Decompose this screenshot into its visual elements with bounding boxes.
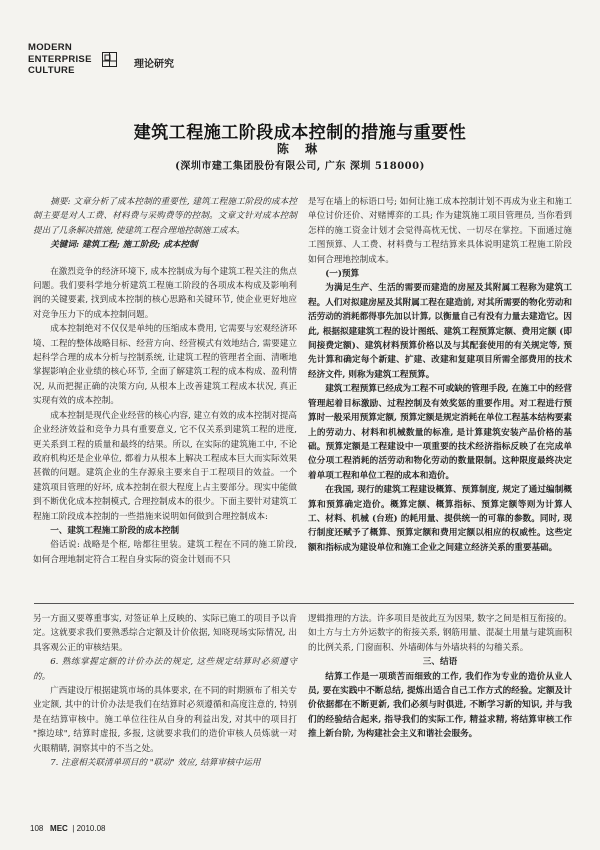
bottom-left-paragraph-1: 另一方面又要尊重事实, 对签证单上反映的、实际已施工的项目予以肯定。这就要求我们要熟悉综合定额及计价依据, 知晓现场实际情况, 出具客观公正的审核结果。	[33, 614, 297, 653]
subsection-heading-budget: (一)预算	[325, 269, 360, 280]
keywords: 关键词: 建筑工程; 施工阶段; 成本控制	[50, 240, 198, 251]
right-paragraph-2: 为满足生产、生活的需要而建造的房屋及其附属工程称为建筑工程。人们对拟建房屋及其附属工程在建造前, 对其所需要的物化劳动和活劳动的消耗都得事先加以计算, 以衡量自己有没有力量去建造它。因此, 根据拟建建筑工程的设计图纸、建筑工程预算定额、费用定额 (即间接费定额)、建筑材料预算价格以及与其配套使用的有关规定等, 预先计算和确定每个新建、扩建、改建和复建项目所需全部费用的技术经济文件, 则称为建筑工程预算。	[308, 283, 572, 380]
bottom-right-column	[308, 612, 572, 742]
bottom-right-paragraph-1: 逻辑推理的方法。许多项目是彼此互为因果, 数字之间是相互衔接的。如土方与土方外运数字的衔接关系, 钢筋用量、混凝土用量与建筑面积的比例关系, 门窗面积、外墙砌体与外墙块料的勾稽关系。	[308, 614, 572, 653]
bottom-left-heading-6: 6. 熟练掌握定额的计价办法的规定, 这些规定结算时必须遵守的。	[33, 657, 297, 682]
left-paragraph-2: 成本控制绝对不仅仅是单纯的压缩成本费用, 它需要与宏观经济环境、工程的整体战略目标、经营方向、经营模式有效地结合, 需要建立起科学合理的成本分析与控制系统, 让建筑工程的管理者全面、清晰地掌握影响企业业绩的核心环节, 全面了解建筑工程的成本构成、盈利情况, 从而把握正确的决策方向, 从根本上改善建筑工程成本状况, 真正实现有效的成本控制。	[33, 324, 297, 407]
right-paragraph-3: 建筑工程预算已经成为工程不可或缺的管理手段, 在施工中的经营管理起着目标激励、过程控制及有效奖惩的重要作用。对工程进行预算时一般采用预算定额, 预算定额是规定消耗在单位工程基本结构要素上的劳动力、材料和机械数量的标准, 是计算建筑安装产品价格的基础。预算定额是工程建设中一项重要的技术经济指标反映了在完成单位分项工程消耗的活劳动和物化劳动的数量限制。这种限度最终决定着单项工程和单位工程的成本和造价。	[308, 384, 572, 481]
brand-line-2: ENTERPRISE	[28, 53, 92, 65]
brand-line-1: MODERN	[28, 42, 73, 53]
left-column	[33, 195, 297, 567]
bottom-right-paragraph-2: 结算工作是一项琐苦而细致的工作, 我们作为专业的造价从业人员, 要在实践中不断总结, 提炼出适合自己工作方式的经验。定额及计价依据都在不断更新, 我们必须与时俱进, 不断学习新的知识, 并与我们的经验结合起来, 指导我们的实际工作, 精益求精, 将结算审核工作推上新台阶, 为构建社会主义和谐社会服务。	[308, 671, 572, 740]
journal-abbrev: MEC	[50, 824, 68, 833]
article-author: 陈 琳	[276, 142, 324, 156]
right-paragraph-1: 是写在墙上的标语口号; 如何让施工成本控制计划不再成为业主和施工单位讨价还价、对赌博弈的工具; 作为建筑施工项目管理员, 当你看到怎样的施工资金计划才会觉得高枕无忧、一切尽在掌控。下面通过施工图预算、人工费、材料费与工程结算来具体说明建筑工程施工阶段如何合理地控制成本。	[308, 197, 572, 265]
page-number: 108	[30, 824, 44, 833]
bottom-left-column	[33, 612, 297, 770]
section-divider	[34, 603, 574, 604]
conclusion-heading: 三、结语	[422, 657, 458, 668]
abstract: 摘要: 文章分析了成本控制的重要性, 建筑工程施工阶段的成本控制主要是对人工费、材料费与采购费等的控制。文章文针对成本控制提出了几条解决措施, 使建筑工程合理地控制施工成本。	[33, 197, 297, 236]
section-label: 理论研究	[134, 59, 174, 70]
journal-header	[28, 42, 278, 86]
bottom-left-paragraph-6: 广西建设厅根据建筑市场的具体要求, 在不同的时期颁布了相关专业定额, 其中的计价办法是我们在结算时必须遵循和高度注意的, 特别是在结算审核中。施工单位往往从自身的利益出发, 对其中的项目打 "擦边球", 结算时虚报, 多报, 这就要求我们的造价审核人员炼就一对火眼精睛, 洞察其中的不当之处。	[33, 686, 297, 754]
page-footer: 108 MEC | 2010.08	[30, 824, 106, 833]
left-paragraph-4: 俗话说: 战略是个框, 啥都往里装。建筑工程在不同的施工阶段, 如何合理地制定符合工程自身实际的资金计划而不只	[33, 540, 297, 565]
article-affiliation: (深圳市建工集团股份有限公司, 广东 深圳 518000)	[175, 161, 425, 172]
issue-date: 2010.08	[76, 824, 106, 833]
article-title: 建筑工程施工阶段成本控制的措施与重要性	[133, 123, 467, 143]
right-column	[308, 195, 572, 555]
left-paragraph-1: 在激烈竞争的经济环境下, 成本控制成为每个建筑工程关注的焦点问题。我们要科学地分析建筑工程施工阶段的各项成本构成及影响利润的关键要素, 找到成本控制的核心思路和关键环节, 使企业更好地应对竞争压力下的成本控制问题。	[33, 266, 297, 320]
brand-logo-icon	[102, 52, 117, 67]
brand-line-3: CULTURE	[28, 65, 75, 76]
journal-brand	[28, 42, 92, 77]
left-paragraph-3: 成本控制是现代企业经营的核心内容, 建立有效的成本控制对提高企业经济效益和竞争力具有重要意义, 它不仅关系到建筑工程的进度, 更关系到工程的质量和最终的结果。所以, 在实际的建筑施工中, 不论政府机构还是企业单位, 都着力从根本上解决工程成本巨大而实际效果甚微的问题。建筑企业的生存源泉主要来自于工程项目的效益。一个建筑项目管理的好坏, 成本控制在很大程度上占主要部分。现实中能做到不断优化成本控制模式, 合理控制成本的很少。下面主要针对建筑工程施工阶段成本控制的一些措施来说明如何做到合理控制成本:	[33, 410, 297, 522]
section-heading-1: 一、建筑工程施工阶段的成本控制	[50, 525, 180, 536]
right-paragraph-4: 在我国, 现行的建筑工程建设概算、预算制度, 规定了通过编制概算和预算确定造价。概算定额、概算指标、预算定额等则为计算人工、材料、机械 (台班) 的耗用量、提供统一的可靠的参数。同时, 现行制度还赋予了概算、预算定额和费用定额以相应的权威性。这些定额和指标成为建设单位和施工企业之间建立经济关系的重要基础。	[308, 485, 572, 553]
bottom-left-heading-7: 7. 注意相关联清单项目的 "联动" 效应, 结算审核中运用	[50, 758, 261, 769]
